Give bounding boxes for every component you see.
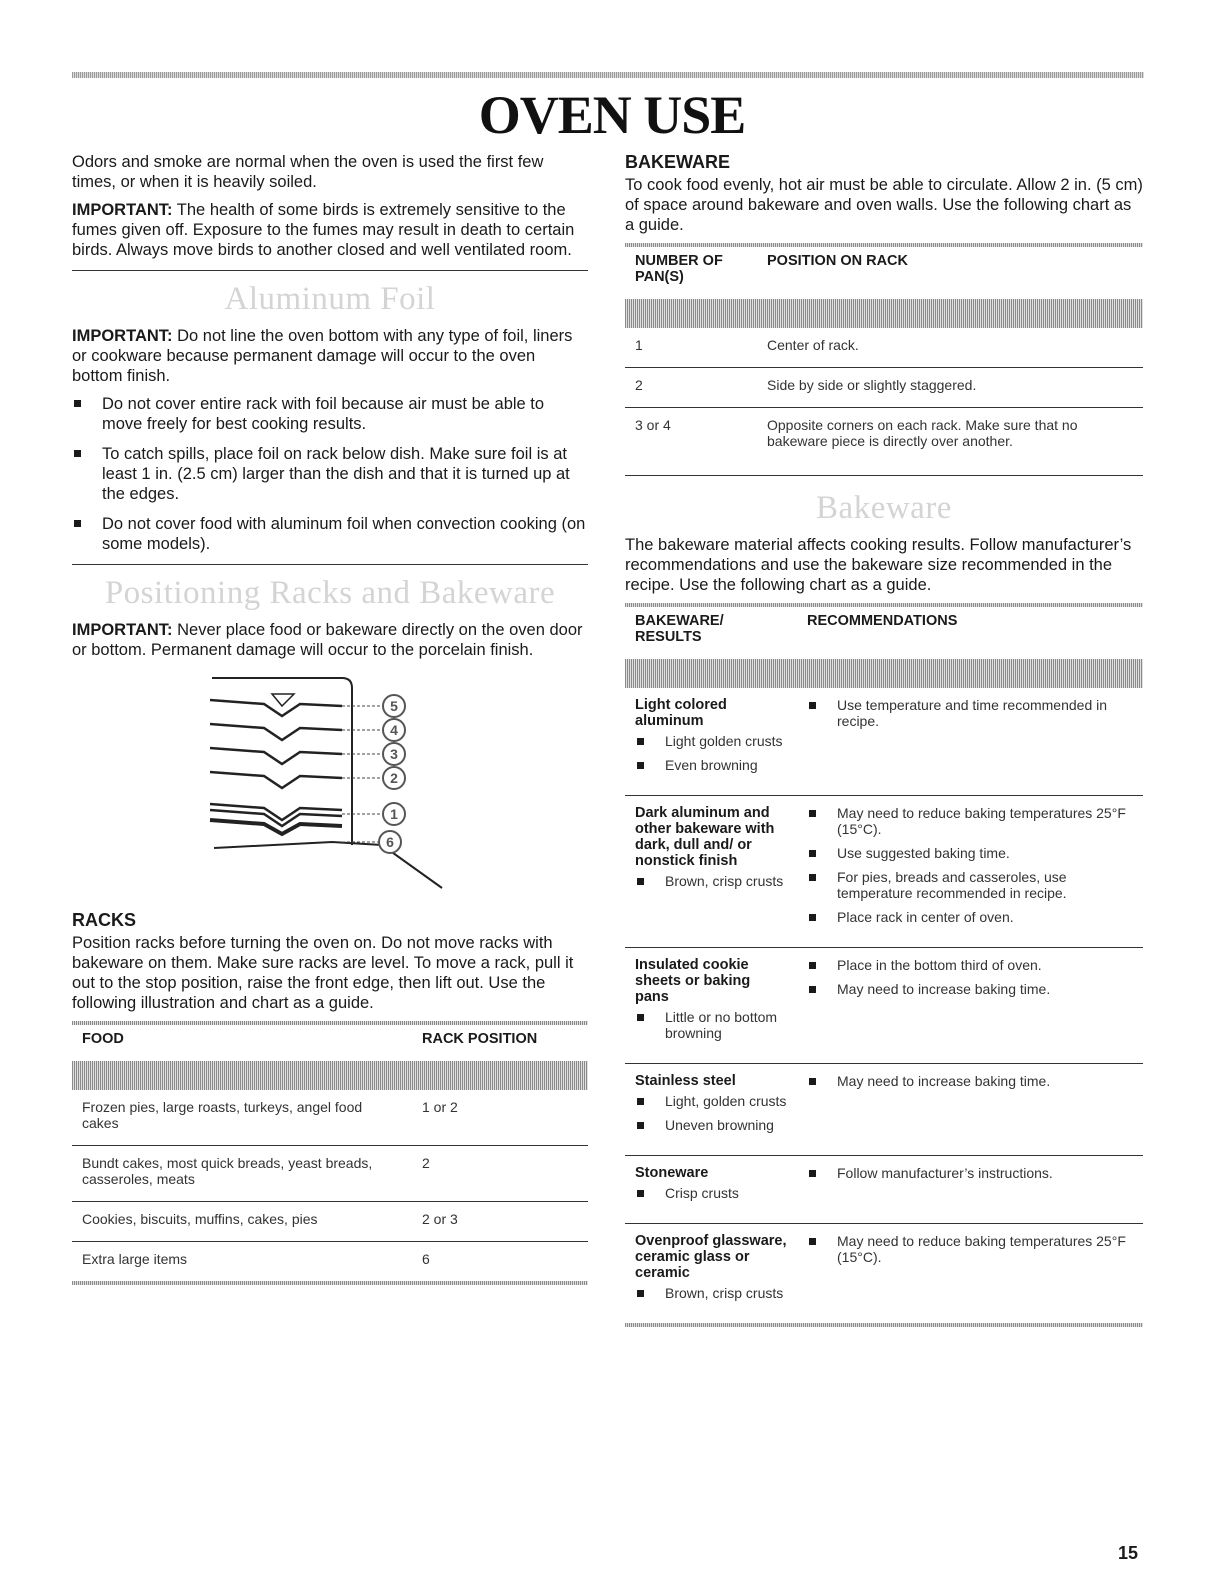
intro-important: IMPORTANT: The health of some birds is extremely sensitive to the fumes given off. Exposure to the fumes may result in death to certain birds. Always move birds to another closed and well ventilated room. [72, 201, 575, 259]
table-row: 2 Side by side or slightly staggered. [625, 368, 1143, 408]
list-item: Use suggested baking time. [807, 845, 1133, 861]
column-header-rack-position: RACK POSITION [422, 1031, 538, 1047]
rack-2 [210, 772, 342, 788]
rack-badge-label: 4 [390, 722, 398, 738]
list-item: Use temperature and time recommended in recipe. [807, 697, 1133, 729]
table-row: Stainless steel Light, golden crusts Uneven browning May need to increase baking time. [625, 1064, 1143, 1156]
list-item: Follow manufacturer’s instructions. [807, 1165, 1133, 1181]
table-header-row [625, 247, 1143, 299]
right-column [625, 152, 1143, 1327]
list-item: Do not cover entire rack with foil because air must be able to move freely for best cooking results. [72, 394, 588, 434]
racks-paragraph: Position racks before turning the oven on. Do not move racks with bakeware on them. Make sure racks are level. To move a rack, pull it out to the stop position, raise the front edge, then lift out. Use the following illustration and chart as a guide. [72, 934, 574, 1012]
list-item: Do not cover food with aluminum foil when convection cooking (on some models). [72, 514, 588, 554]
racks-group [210, 700, 342, 834]
table-row: Stoneware Crisp crusts Follow manufacturer’s instructions. [625, 1156, 1143, 1224]
oven-floor [214, 842, 442, 888]
pan-position-table [625, 247, 1143, 476]
table-row: Ovenproof glassware, ceramic glass or ceramic Brown, crisp crusts May need to reduce baking temperatures 25°F (15°C). [625, 1224, 1143, 1324]
rack-badge-label: 2 [390, 770, 398, 786]
table-row: 3 or 4 Opposite corners on each rack. Make sure that no bakeware piece is directly over another. [625, 408, 1143, 476]
divider [72, 270, 588, 271]
table-header-row [625, 607, 1143, 659]
list-item: Brown, crisp crusts [635, 873, 787, 889]
table-row: Extra large items 6 [82, 1251, 430, 1267]
column-header-results: BAKEWARE/ RESULTS [635, 613, 724, 645]
list-item: Place rack in center of oven. [807, 909, 1133, 925]
table-row: Frozen pies, large roasts, turkeys, angel food cakes 1 or 2 [72, 1090, 588, 1146]
divider [72, 564, 588, 565]
bakeware-heading: Bakeware [816, 490, 952, 526]
list-item: Little or no bottom browning [635, 1009, 787, 1041]
list-item: Uneven browning [635, 1117, 787, 1133]
bakeware-space-paragraph: To cook food evenly, hot air must be able to circulate. Allow 2 in. (5 cm) of space around bakeware and oven walls. Use the following chart as a guide. [625, 176, 1143, 234]
column-header-recommendations: RECOMMENDATIONS [807, 613, 958, 629]
list-item: May need to increase baking time. [807, 981, 1133, 997]
list-item: May need to reduce baking temperatures 25°F (15°C). [807, 1233, 1133, 1265]
page-title: OVEN USE [478, 85, 746, 145]
top-hatch-bar [72, 72, 1144, 78]
column-header-position: POSITION ON RACK [767, 253, 908, 269]
table-row: Light colored aluminum Light golden crusts Even browning Use temperature and time recommended in recipe. [625, 688, 1143, 796]
foil-important: IMPORTANT: Do not line the oven bottom with any type of foil, liners or cookware because permanent damage will occur to the oven bottom finish. [72, 327, 573, 385]
bakeware-space-heading: BAKEWARE [625, 152, 731, 172]
rack-badge-label: 1 [390, 806, 398, 822]
vent-icon [272, 694, 294, 706]
bakeware-recommendations-table [625, 607, 1143, 1323]
rack-5 [210, 700, 342, 716]
table-bottom-hatch [72, 1281, 588, 1285]
foil-bullets [72, 394, 588, 554]
rack-badge-label: 5 [390, 698, 398, 714]
table-bottom-hatch [625, 1323, 1143, 1327]
rack-4 [210, 724, 342, 740]
table-row: Bundt cakes, most quick breads, yeast breads, casseroles, meats 2 [72, 1146, 588, 1202]
aluminum-foil-heading: Aluminum Foil [224, 281, 436, 317]
intro-paragraph: Odors and smoke are normal when the oven is used the first few times, or when it is heavily soiled. [72, 153, 544, 191]
table-row: Cookies, biscuits, muffins, cakes, pies 2 or 3 [72, 1202, 588, 1242]
page-number: 15 [1118, 1543, 1139, 1563]
left-column [72, 152, 588, 1285]
list-item: Place in the bottom third of oven. [807, 957, 1133, 973]
racks-heading: RACKS [72, 910, 137, 930]
column-header-food: FOOD [82, 1031, 124, 1047]
list-item: Light golden crusts [635, 733, 787, 749]
rack-badge-label: 3 [390, 746, 398, 762]
list-item: May need to reduce baking temperatures 25°F (15°C). [807, 805, 1133, 837]
positioning-heading: Positioning Racks and Bakeware [104, 575, 556, 611]
guide-lines [342, 706, 382, 842]
rack-3 [210, 748, 342, 764]
rack-number-badges [379, 695, 405, 853]
list-item: To catch spills, place foil on rack below dish. Make sure foil is at least 1 in. (2.5 cm) larger than the dish and that it is turned up at the edges. [72, 444, 588, 504]
table-row: Dark aluminum and other bakeware with dark, dull and/ or nonstick finish Brown, crisp crusts May need to reduce baking temperatures 25°F (15°C). Use suggested baking time. For pies, breads and casseroles, use temperature recommended in recipe. Place rack in center of oven. [625, 796, 1143, 948]
list-item: Crisp crusts [635, 1185, 787, 1201]
table-row: 1 Center of rack. [625, 328, 1143, 368]
bakeware-material-paragraph: The bakeware material affects cooking results. Follow manufacturer’s recommendations and use the bakeware size recommended in the recipe. Use the following chart as a guide. [625, 536, 1132, 594]
table-row: Insulated cookie sheets or baking pans Little or no bottom browning Place in the bottom third of oven. May need to increase baking time. [625, 948, 1143, 1064]
table-header-row [72, 1025, 588, 1061]
rack-positions-illustration [202, 670, 452, 898]
list-item: Brown, crisp crusts [635, 1285, 787, 1301]
list-item: Light, golden crusts [635, 1093, 787, 1109]
rack-position-table [72, 1025, 588, 1281]
list-item: Even browning [635, 757, 787, 773]
column-header-pans: NUMBER OF PAN(S) [635, 253, 723, 285]
list-item: For pies, breads and casseroles, use temperature recommended in recipe. [807, 869, 1133, 901]
rack-badge-label: 6 [386, 834, 394, 850]
list-item: May need to increase baking time. [807, 1073, 1133, 1089]
positioning-important: IMPORTANT: Never place food or bakeware directly on the oven door or bottom. Permanent damage will occur to the porcelain finish. [72, 621, 583, 659]
